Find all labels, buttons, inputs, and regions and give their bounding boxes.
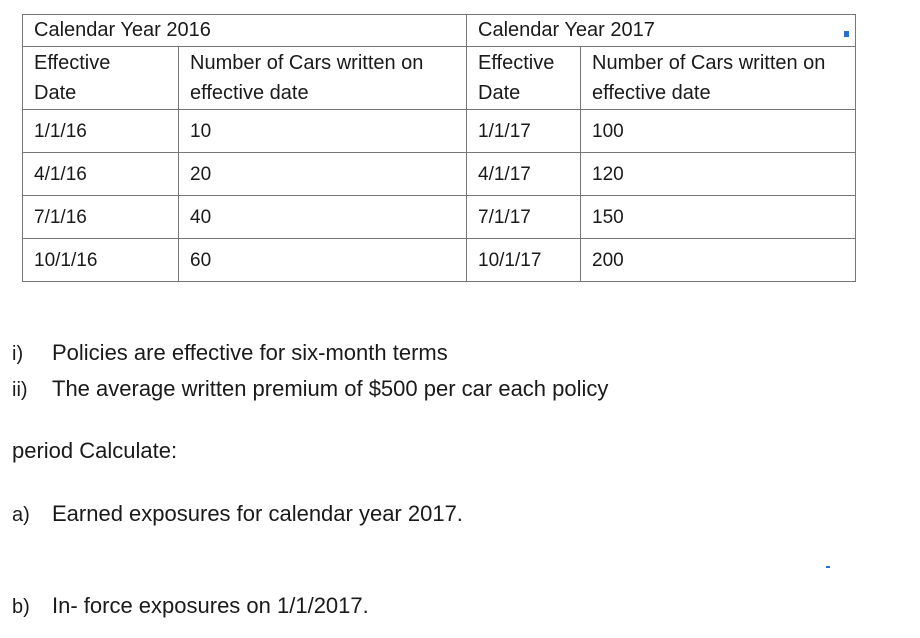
question-b <box>12 593 369 619</box>
effective-date-2017: 1/1/17 <box>467 110 581 153</box>
note-i-text: Policies are effective for six-month terms <box>52 340 448 365</box>
cars-written-2017: 100 <box>581 110 856 153</box>
cars-written-2016: 20 <box>179 153 467 196</box>
effective-date-2017: 4/1/17 <box>467 153 581 196</box>
cars-written-2016: 60 <box>179 239 467 282</box>
table-row <box>23 110 856 153</box>
cars-written-2016: 40 <box>179 196 467 239</box>
table-row <box>23 196 856 239</box>
column-header-row <box>23 47 856 110</box>
cars-written-header-2016: Number of Cars written on effective date <box>179 47 467 110</box>
question-a-label: a) <box>12 504 30 526</box>
question-a-text: Earned exposures for calendar year 2017. <box>52 501 463 526</box>
period-calculate: period Calculate: <box>12 438 178 463</box>
table-row <box>23 153 856 196</box>
note-ii <box>12 376 608 402</box>
effective-date-2017: 7/1/17 <box>467 196 581 239</box>
effective-date-2016: 7/1/16 <box>23 196 179 239</box>
year-2017-header: Calendar Year 2017 <box>467 15 856 47</box>
note-i <box>12 340 448 366</box>
question-b-text: In- force exposures on 1/1/2017. <box>52 593 369 618</box>
cars-written-2016: 10 <box>179 110 467 153</box>
year-2016-header: Calendar Year 2016 <box>23 15 467 47</box>
effective-date-2016: 10/1/16 <box>23 239 179 282</box>
effective-date-header-2016: Effective Date <box>23 47 179 110</box>
table-row <box>23 239 856 282</box>
cars-written-2017: 150 <box>581 196 856 239</box>
exposure-table <box>22 14 856 282</box>
year-header-row <box>23 15 856 47</box>
question-b-label: b) <box>12 596 30 618</box>
effective-date-2016: 1/1/16 <box>23 110 179 153</box>
effective-date-2017: 10/1/17 <box>467 239 581 282</box>
note-ii-text: The average written premium of $500 per car each policy <box>52 376 609 401</box>
cursor-marker <box>826 566 830 568</box>
effective-date-header-2017: Effective Date <box>467 47 581 110</box>
selection-marker <box>844 31 849 37</box>
cars-written-2017: 120 <box>581 153 856 196</box>
note-i-label: i) <box>12 343 24 365</box>
cars-written-2017: 200 <box>581 239 856 282</box>
note-ii-label: ii) <box>12 379 28 401</box>
effective-date-2016: 4/1/16 <box>23 153 179 196</box>
cars-written-header-2017: Number of Cars written on effective date <box>581 47 856 110</box>
question-a <box>12 501 463 527</box>
